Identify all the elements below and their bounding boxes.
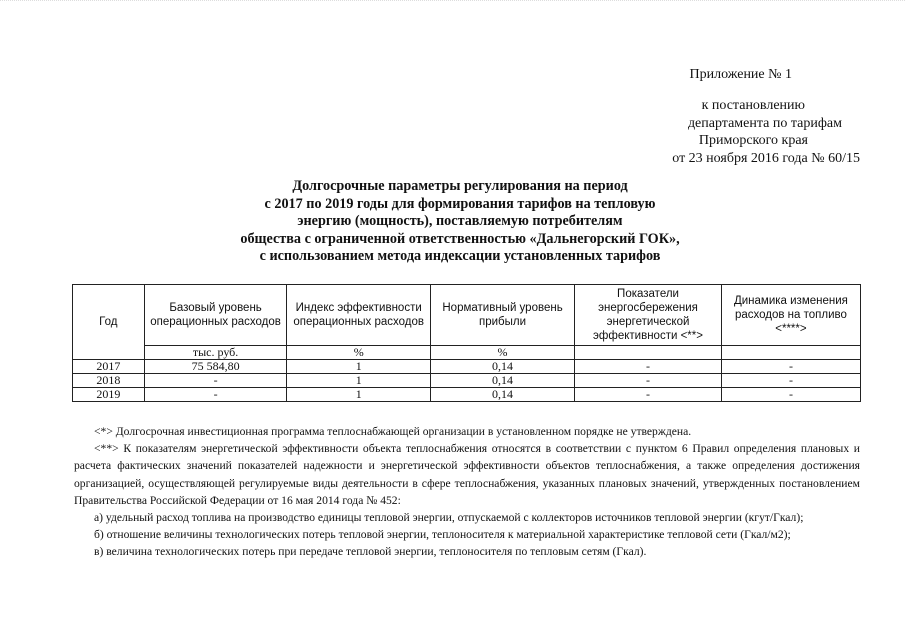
- unit-cell: [575, 346, 722, 360]
- footnote-item-b: б) отношение величины технологических потерь тепловой энергии, теплоносителя к материальной характеристике тепловой сети (Гкал/м2);: [94, 528, 791, 542]
- cell-base-opex: 75 584,80: [144, 360, 287, 374]
- footnote-item-a: а) удельный расход топлива на производство единицы тепловой энергии, отпускаемой с коллекторов источников тепловой энергии (кгут/Гкал);: [94, 511, 804, 525]
- cell-base-opex: -: [144, 388, 287, 402]
- table-row: [73, 374, 861, 388]
- appendix-line: к постановлению: [701, 98, 805, 113]
- column-header-base-opex: Базовый уровень операционных расходов: [144, 285, 287, 346]
- column-header-energy-efficiency: Показатели энергосбережения энергетической эффективности <**>: [575, 285, 722, 346]
- cell-profit: 0,14: [430, 360, 574, 374]
- table-row: [73, 360, 861, 374]
- column-header-fuel-dynamics: Динамика изменения расходов на топливо <****>: [721, 285, 860, 346]
- title-line: энергию (мощность), поставляемую потребителям: [297, 213, 623, 230]
- appendix-line: Приморского края: [698, 133, 808, 148]
- cell-year: 2018: [73, 374, 145, 388]
- table-header-row: [73, 285, 861, 346]
- document-title: [180, 178, 740, 266]
- title-line: общества с ограниченной ответственностью «Дальнегорский ГОК»,: [240, 230, 680, 247]
- cell-efficiency-index: 1: [287, 388, 430, 402]
- unit-cell: %: [287, 346, 430, 360]
- cell-efficiency-index: 1: [287, 374, 430, 388]
- cell-year: 2017: [73, 360, 145, 374]
- appendix-title: Приложение № 1: [689, 67, 792, 82]
- cell-base-opex: -: [144, 374, 287, 388]
- scan-edge-noise: [0, 0, 905, 7]
- column-header-year: Год: [73, 285, 145, 360]
- cell-energy-efficiency: -: [575, 360, 722, 374]
- title-line: Долгосрочные параметры регулирования на период: [292, 178, 628, 194]
- appendix-line: департамента по тарифам: [687, 115, 842, 131]
- footnotes: [74, 423, 860, 561]
- cell-fuel-dynamics: -: [721, 388, 860, 402]
- footnote-investment: <*> Долгосрочная инвестиционная программа теплоснабжающей организации в установленном порядке не утверждена.: [94, 425, 692, 438]
- unit-cell: %: [430, 346, 574, 360]
- column-header-efficiency-index: Индекс эффективности операционных расходов: [287, 285, 430, 346]
- unit-cell: тыс. руб.: [144, 346, 287, 360]
- unit-cell: [721, 346, 860, 360]
- table-units-row: [73, 346, 861, 360]
- cell-fuel-dynamics: -: [721, 374, 860, 388]
- appendix-heading: [600, 66, 860, 83]
- cell-profit: 0,14: [430, 374, 574, 388]
- appendix-reference: [600, 97, 860, 167]
- footnote-item-c: в) величина технологических потерь при передаче тепловой энергии, теплоносителя по тепловым сетям (Гкал).: [94, 545, 647, 559]
- cell-fuel-dynamics: -: [721, 360, 860, 374]
- cell-energy-efficiency: -: [575, 374, 722, 388]
- cell-year: 2019: [73, 388, 145, 402]
- title-line: с 2017 по 2019 годы для формирования тарифов на тепловую: [264, 195, 656, 212]
- parameters-table: [72, 284, 861, 402]
- cell-profit: 0,14: [430, 388, 574, 402]
- appendix-line: от 23 ноября 2016 года № 60/15: [672, 150, 860, 166]
- table-row: [73, 388, 861, 402]
- cell-energy-efficiency: -: [575, 388, 722, 402]
- footnote-energy-efficiency: <**> К показателям энергетической эффективности объекта теплоснабжения относятся в соответствии с пунктом 6 Правил определения плановых и расчета фактических значений показателей надежности и энергетической эффективности объектов теплоснабжения, а также определения достижения организацией, осуществляющей регулируемые виды деятельности в сфере теплоснабжения, указанных плановых значений, утвержденных постановлением Правительства Российской Федерации от 16 мая 2014 года № 452:: [74, 442, 860, 507]
- cell-efficiency-index: 1: [287, 360, 430, 374]
- title-line: с использованием метода индексации установленных тарифов: [259, 248, 661, 265]
- column-header-profit: Нормативный уровень прибыли: [430, 285, 574, 346]
